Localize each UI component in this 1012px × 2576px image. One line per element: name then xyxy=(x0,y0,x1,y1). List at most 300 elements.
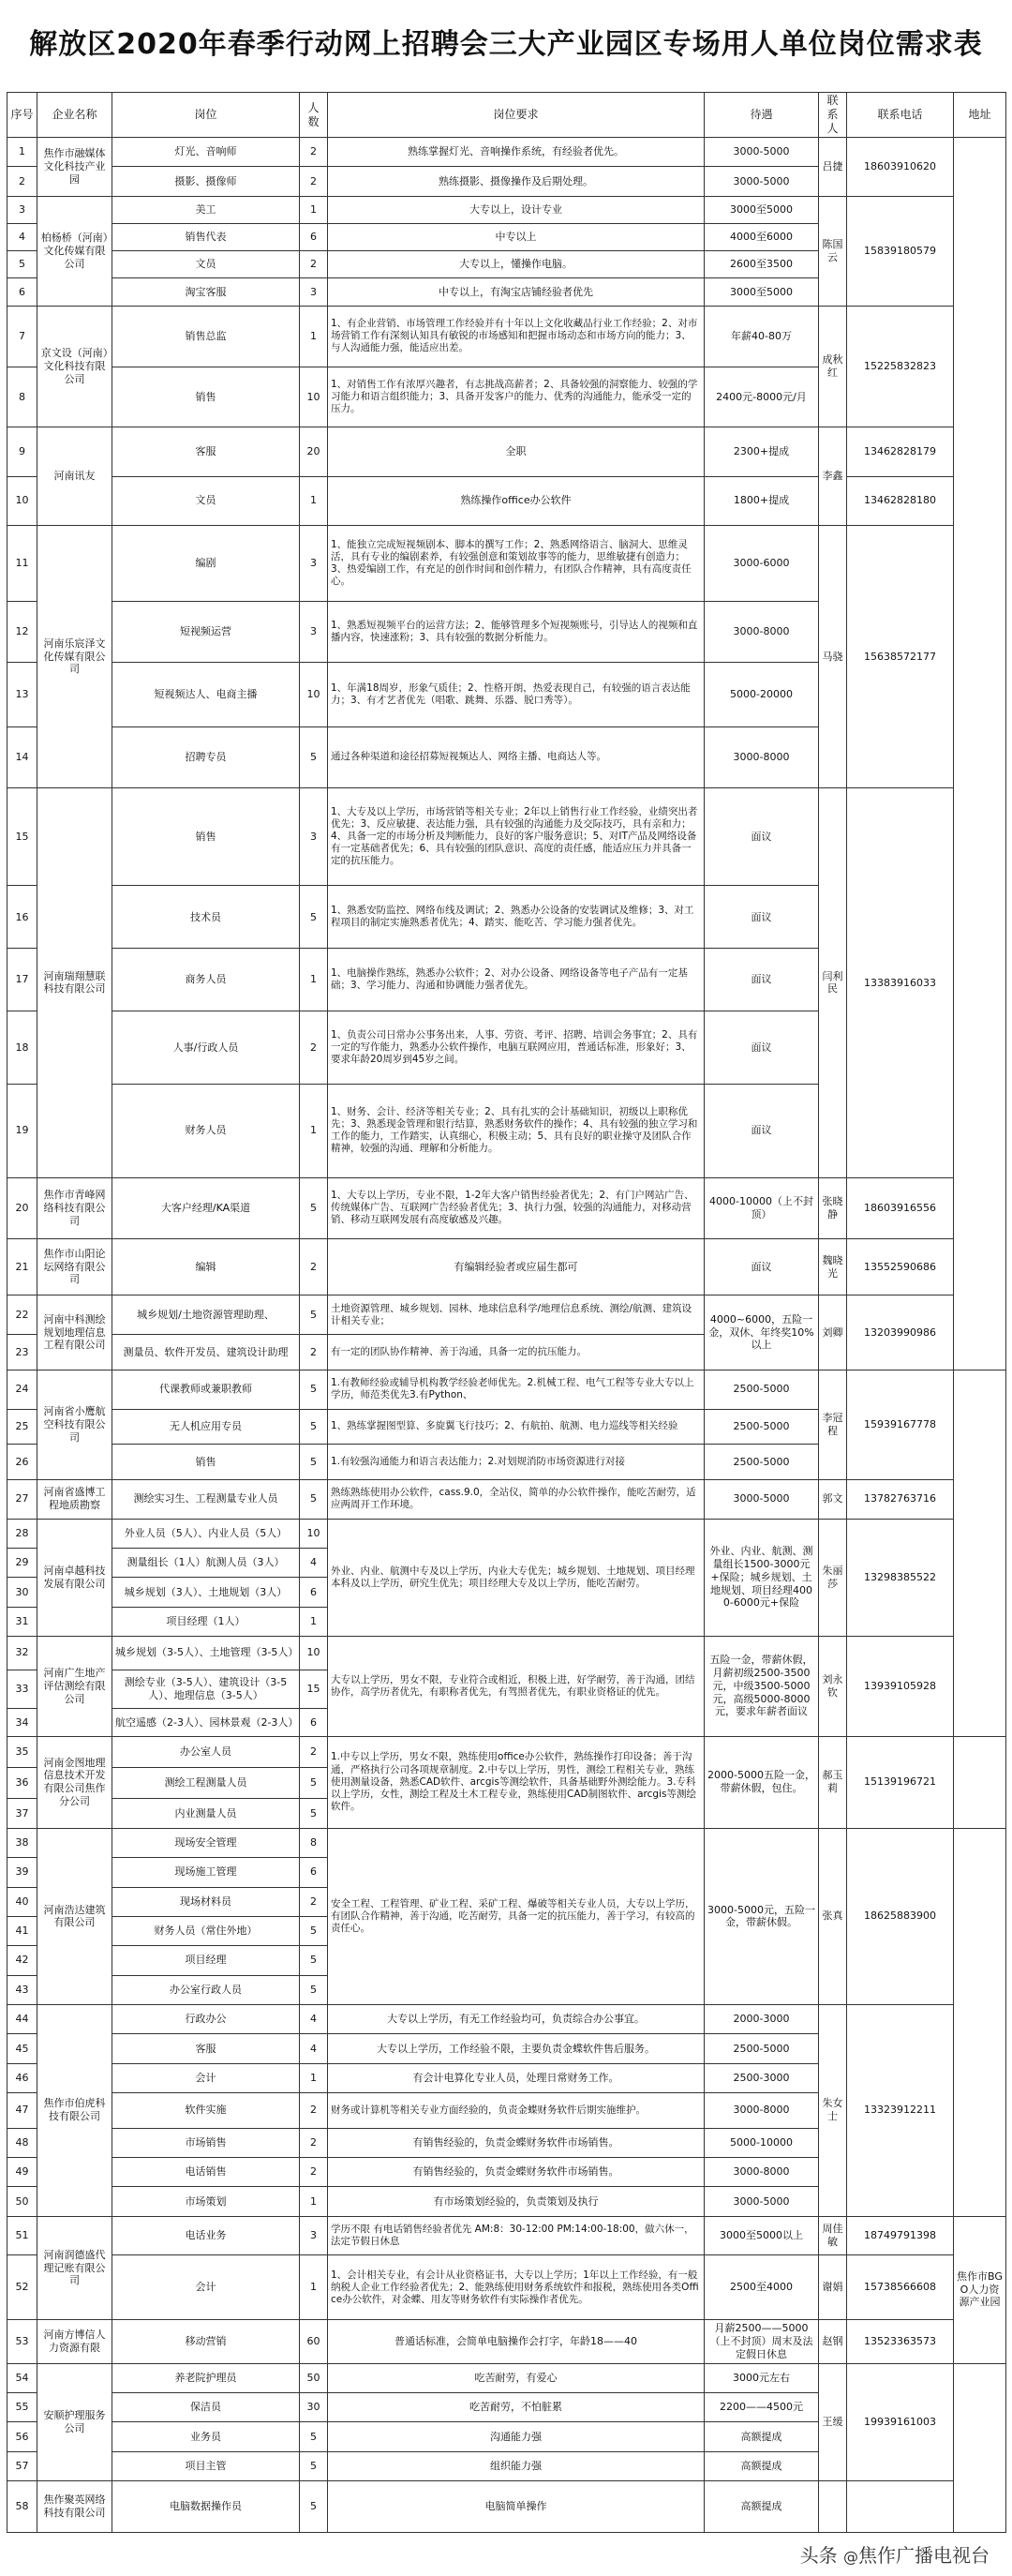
cell-contact: 魏晓光 xyxy=(819,1238,847,1295)
cell-count: 5 xyxy=(300,1177,328,1238)
cell-salary: 3000-5000 xyxy=(705,1479,819,1519)
cell-position: 外业人员（5人）、内业人员（5人） xyxy=(112,1519,300,1548)
cell-phone: 15939167778 xyxy=(847,1370,954,1479)
cell-no: 11 xyxy=(7,525,37,602)
cell-req: 1.有较强沟通能力和语言表达能力；2.对划规消防市场资源进行对接 xyxy=(328,1445,705,1480)
cell-req: 有销售经验的，负责金蝶财务软件市场销售。 xyxy=(328,2128,705,2157)
cell-salary: 4000~6000，五险一金，双休、年终奖10%以上 xyxy=(705,1295,819,1370)
cell-count: 5 xyxy=(300,1409,328,1445)
table-row xyxy=(7,1519,1006,1548)
cell-contact: 朱丽莎 xyxy=(819,1519,847,1636)
cell-no: 4 xyxy=(7,223,37,250)
cell-phone: 18603910620 xyxy=(847,138,954,197)
cell-salary: 高额提成 xyxy=(705,2422,819,2451)
cell-position: 办公室行政人员 xyxy=(112,1975,300,2004)
cell-salary: 3000-8000 xyxy=(705,2092,819,2128)
cell-position: 无人机应用专员 xyxy=(112,1409,300,1445)
cell-contact: 刘卿 xyxy=(819,1295,847,1370)
cell-salary: 面议 xyxy=(705,787,819,886)
cell-salary: 2500-5000 xyxy=(705,2034,819,2063)
cell-company: 焦作市融媒体文化科技产业园 xyxy=(37,138,112,197)
cell-req: 沟通能力强 xyxy=(328,2422,705,2451)
cell-salary: 3000元左右 xyxy=(705,2363,819,2392)
cell-count: 6 xyxy=(300,223,328,250)
cell-position: 航空遥感（2-3人）、园林景观（2-3人） xyxy=(112,1709,300,1736)
cell-count: 5 xyxy=(300,1295,328,1335)
cell-position: 测绘实习生、工程测量专业人员 xyxy=(112,1479,300,1519)
cell-contact: 李冠程 xyxy=(819,1370,847,1479)
watermark-at: @ xyxy=(843,2548,858,2566)
cell-no: 13 xyxy=(7,663,37,727)
cell-phone: 13462828179 xyxy=(847,427,954,476)
cell-contact: 赵钢 xyxy=(819,2320,847,2363)
cell-req: 1、负责公司日常办公事务出来，人事、劳资、考评、招聘、培训会务事宜；2、具有一定的写作能力，熟悉办公软件操作，电脑互联网应用，普通话标准，形象好；3、要求年龄20周岁到45岁之间。 xyxy=(328,1011,705,1084)
cell-count: 8 xyxy=(300,1828,328,1857)
cell-no: 52 xyxy=(7,2255,37,2320)
cell-position: 电话业务 xyxy=(112,2216,300,2255)
cell-count: 1 xyxy=(300,1084,328,1177)
cell-no: 25 xyxy=(7,1409,37,1445)
cell-salary: 2300+提成 xyxy=(705,427,819,476)
cell-req: 1、大专以上学历，专业不限，1-2年大客户销售经验者优先；2、有门户网站广告、传统媒体广告、互联网广告经验者优先；3、执行力强，较强的沟通能力，对移动营销、移动互联网发展有高度敏感及兴趣。 xyxy=(328,1177,705,1238)
cell-company: 河南金图地理信息技术开发有限公司焦作分公司 xyxy=(37,1736,112,1828)
cell-position: 财务人员（常住外地） xyxy=(112,1916,300,1945)
cell-no: 3 xyxy=(7,196,37,223)
cell-salary: 3000-5000 xyxy=(705,2187,819,2216)
cell-company: 河南卓越科技发展有限公司 xyxy=(37,1519,112,1636)
cell-req: 1.有教师经验或辅导机构教学经验老师优先。2.机械工程、电气工程等专业大专以上学历，师范类优先3.有Python、 xyxy=(328,1370,705,1409)
cell-contact: 张真 xyxy=(819,1828,847,2004)
cell-no: 30 xyxy=(7,1578,37,1607)
cell-count: 1 xyxy=(300,476,328,525)
cell-count: 3 xyxy=(300,602,328,663)
cell-count: 5 xyxy=(300,1799,328,1828)
cell-no: 54 xyxy=(7,2363,37,2392)
cell-position: 城乡规划（3人）、土地规划（3人） xyxy=(112,1578,300,1607)
cell-salary: 2500-3000 xyxy=(705,2063,819,2092)
cell-company: 河南浩达建筑有限公司 xyxy=(37,1828,112,2004)
watermark xyxy=(800,2540,990,2568)
cell-count: 1 xyxy=(300,2187,328,2216)
cell-company: 河南讯友 xyxy=(37,427,112,526)
cell-no: 51 xyxy=(7,2216,37,2255)
cell-count: 10 xyxy=(300,1637,328,1670)
cell-salary: 3000至5000 xyxy=(705,196,819,223)
cell-count: 3 xyxy=(300,525,328,602)
cell-position: 电脑数据操作员 xyxy=(112,2480,300,2532)
cell-salary: 3000至5000 xyxy=(705,278,819,306)
cell-count: 10 xyxy=(300,1519,328,1548)
cell-addr: 焦作市BGO人力资源产业园 xyxy=(954,2216,1006,2363)
cell-no: 40 xyxy=(7,1887,37,1916)
cell-position: 保洁员 xyxy=(112,2392,300,2421)
cell-count: 2 xyxy=(300,2092,328,2128)
cell-position: 测绘工程测量人员 xyxy=(112,1768,300,1799)
cell-no: 48 xyxy=(7,2128,37,2157)
cell-position: 测量组长（1人）航测人员（3人） xyxy=(112,1548,300,1577)
cell-position: 市场策划 xyxy=(112,2187,300,2216)
cell-position: 测量员、软件开发员、建筑设计助理 xyxy=(112,1335,300,1370)
cell-count: 10 xyxy=(300,663,328,727)
cell-salary: 4000-10000（上不封顶） xyxy=(705,1177,819,1238)
table-row xyxy=(7,1370,1006,1409)
cell-salary: 外业、内业、航测、测量组长1500-3000元+保险；城乡规划、土地规划、项目经理4000-6000元+保险 xyxy=(705,1519,819,1636)
cell-position: 移动营销 xyxy=(112,2320,300,2363)
cell-company: 柏杨桥（河南）文化传媒有限公司 xyxy=(37,196,112,306)
cell-contact: 朱女士 xyxy=(819,2004,847,2216)
cell-addr xyxy=(954,1370,1006,1736)
cell-contact: 吕捷 xyxy=(819,138,847,197)
cell-req: 大专以上，设计专业 xyxy=(328,196,705,223)
table-row xyxy=(7,1238,1006,1295)
cell-count: 20 xyxy=(300,427,328,476)
cell-count: 6 xyxy=(300,1709,328,1736)
cell-salary: 2500-5000 xyxy=(705,1370,819,1409)
cell-no: 29 xyxy=(7,1548,37,1577)
cell-position: 业务员 xyxy=(112,2422,300,2451)
cell-no: 19 xyxy=(7,1084,37,1177)
watermark-name: 焦作广播电视台 xyxy=(858,2544,990,2567)
cell-no: 35 xyxy=(7,1736,37,1767)
cell-no: 34 xyxy=(7,1709,37,1736)
cell-position: 软件实施 xyxy=(112,2092,300,2128)
cell-no: 43 xyxy=(7,1975,37,2004)
cell-req: 1、大专及以上学历，市场营销等相关专业；2年以上销售行业工作经验，业绩突出者优先；3、反应敏捷、表达能力强，具有较强的沟通能力及交际技巧，具有亲和力；4、具备一定的市场分析及判断能力，良好的客户服务意识；5、对IT产品及网络设备有一定基础者优先；6、具有较强的团队意识、高度的责任感，能适应压力并具备一定的抗压能力。 xyxy=(328,787,705,886)
cell-position: 行政办公 xyxy=(112,2004,300,2033)
cell-contact: 马骁 xyxy=(819,525,847,787)
cell-no: 27 xyxy=(7,1479,37,1519)
cell-req: 1、会计相关专业，有会计从业资格证书，大专以上学历；1年以上工作经验，有一般纳税人企业工作经验者优先；2、能熟练使用财务系统软件和报税，熟练使用各类Office办公软件，对金蝶、用友等财务软件有实际操作者优先。 xyxy=(328,2255,705,2320)
cell-no: 15 xyxy=(7,787,37,886)
cell-req: 熟练熟练使用办公软件，cass.9.0，全站仪，简单的办公软件操作，能吃苦耐劳，适应两周开工作环境。 xyxy=(328,1479,705,1519)
col-header-company: 企业名称 xyxy=(37,93,112,138)
cell-no: 33 xyxy=(7,1670,37,1709)
cell-req: 大专以上学历，有无工作经验均可，负责综合办公事宜。 xyxy=(328,2004,705,2033)
cell-company: 焦作市青峰网络科技有限公司 xyxy=(37,1177,112,1238)
cell-no: 8 xyxy=(7,367,37,427)
cell-phone: 18603916556 xyxy=(847,1177,954,1238)
cell-salary: 2500-5000 xyxy=(705,1409,819,1445)
cell-position: 摄影、摄像师 xyxy=(112,167,300,196)
cell-req: 全职 xyxy=(328,427,705,476)
cell-contact: 刘永钦 xyxy=(819,1637,847,1737)
table-row xyxy=(7,2320,1006,2363)
cell-phone: 13523363573 xyxy=(847,2320,954,2363)
cell-position: 城乡规划/土地资源管理助理、 xyxy=(112,1295,300,1335)
cell-company: 河南润德盛代理记账有限公司 xyxy=(37,2216,112,2320)
cell-req: 熟练掌握灯光、音响操作系统，有经验者优先。 xyxy=(328,138,705,167)
cell-count: 2 xyxy=(300,2128,328,2157)
cell-count: 4 xyxy=(300,1548,328,1577)
cell-req: 1、熟悉短视频平台的运营方法；2、能够管理多个短视频账号，引导达人的视频和直播内容，快速涨粉；3、具有较强的数据分析能力。 xyxy=(328,602,705,663)
cell-no: 28 xyxy=(7,1519,37,1548)
cell-contact xyxy=(819,2480,847,2532)
cell-contact: 成秋红 xyxy=(819,306,847,427)
cell-company: 焦作市山阳论坛网络有限公司 xyxy=(37,1238,112,1295)
cell-position: 淘宝客服 xyxy=(112,278,300,306)
cell-no: 37 xyxy=(7,1799,37,1828)
cell-position: 销售代表 xyxy=(112,223,300,250)
cell-salary: 月薪2500——5000（上不封顶）周末及法定假日休息 xyxy=(705,2320,819,2363)
col-header-req: 岗位要求 xyxy=(328,93,705,138)
cell-no: 22 xyxy=(7,1295,37,1335)
cell-salary: 3000-5000元，五险一金，带薪休假。 xyxy=(705,1828,819,2004)
cell-position: 现场材料员 xyxy=(112,1887,300,1916)
cell-req: 通过各种渠道和途径招募短视频达人、网络主播、电商达人等。 xyxy=(328,727,705,788)
cell-req: 土地资源管理、城乡规划、园林、地球信息科学/地理信息系统、测绘/航测、建筑设计相关专业； xyxy=(328,1295,705,1335)
cell-no: 58 xyxy=(7,2480,37,2532)
cell-company: 河南瑞翔慧联科技有限公司 xyxy=(37,787,112,1177)
col-header-salary: 待遇 xyxy=(705,93,819,138)
cell-no: 7 xyxy=(7,306,37,367)
cell-salary: 面议 xyxy=(705,1084,819,1177)
cell-req: 熟练摄影、摄像操作及后期处理。 xyxy=(328,167,705,196)
cell-salary: 3000-6000 xyxy=(705,525,819,602)
table-row xyxy=(7,1828,1006,1857)
cell-req: 1、熟练掌握图型算、多旋翼飞行技巧；2、有航拍、航测、电力巡线等相关经验 xyxy=(328,1409,705,1445)
table-row xyxy=(7,306,1006,367)
cell-position: 短视频运营 xyxy=(112,602,300,663)
cell-count: 2 xyxy=(300,1736,328,1767)
cell-count: 4 xyxy=(300,2034,328,2063)
cell-count: 5 xyxy=(300,1445,328,1480)
cell-no: 23 xyxy=(7,1335,37,1370)
table-row xyxy=(7,2004,1006,2033)
cell-addr xyxy=(954,138,1006,1370)
cell-position: 短视频达人、电商主播 xyxy=(112,663,300,727)
cell-company: 京文设（河南）文化科技有限公司 xyxy=(37,306,112,427)
cell-count: 1 xyxy=(300,2255,328,2320)
cell-count: 60 xyxy=(300,2320,328,2363)
cell-position: 电话销售 xyxy=(112,2157,300,2186)
cell-salary: 高额提成 xyxy=(705,2480,819,2532)
cell-count: 1 xyxy=(300,949,328,1011)
cell-count: 5 xyxy=(300,1768,328,1799)
cell-position: 养老院护理员 xyxy=(112,2363,300,2392)
cell-req: 有会计电算化专业人员，处理日常财务工作。 xyxy=(328,2063,705,2092)
cell-count: 2 xyxy=(300,1011,328,1084)
cell-req: 电脑简单操作 xyxy=(328,2480,705,2532)
table-row xyxy=(7,1295,1006,1335)
cell-req: 有市场策划经验的，负责策划及执行 xyxy=(328,2187,705,2216)
cell-req: 1、有企业营销、市场管理工作经验并有十年以上文化收藏品行业工作经验；2、对市场营销工作有深刻认知具有敏锐的市场感知和把握市场动态和市场方向的能力；3、与人沟通能力强，能适应出差。 xyxy=(328,306,705,367)
cell-no: 5 xyxy=(7,251,37,278)
cell-no: 38 xyxy=(7,1828,37,1857)
col-header-position: 岗位 xyxy=(112,93,300,138)
table-row xyxy=(7,1177,1006,1238)
cell-position: 招聘专员 xyxy=(112,727,300,788)
cell-company: 河南中科测绘规划地理信息工程有限公司 xyxy=(37,1295,112,1370)
cell-no: 42 xyxy=(7,1946,37,1975)
cell-position: 项目经理 xyxy=(112,1946,300,1975)
table-row xyxy=(7,2363,1006,2392)
cell-contact: 郝玉莉 xyxy=(819,1736,847,1828)
cell-count: 5 xyxy=(300,2451,328,2480)
cell-req: 1、对销售工作有浓厚兴趣者，有志挑战高薪者；2、具备较强的洞察能力、较强的学习能力和语言组织能力；3、具备开发客户的能力、优秀的沟通能力，能承受一定的压力。 xyxy=(328,367,705,427)
cell-salary: 面议 xyxy=(705,1238,819,1295)
cell-count: 1 xyxy=(300,306,328,367)
table-row xyxy=(7,1736,1006,1767)
cell-count: 2 xyxy=(300,251,328,278)
cell-position: 销售 xyxy=(112,367,300,427)
cell-no: 1 xyxy=(7,138,37,167)
cell-req: 1、熟悉安防监控、网络布线及调试；2、熟悉办公设备的安装调试及维修；3、对工程项目的制定实施熟悉者优先；4、踏实、能吃苦、学习能力强者优先。 xyxy=(328,886,705,949)
cell-phone: 18625883900 xyxy=(847,1828,954,2004)
cell-salary: 2400元-8000元/月 xyxy=(705,367,819,427)
cell-count: 1 xyxy=(300,2063,328,2092)
cell-addr xyxy=(954,1828,1006,2216)
cell-count: 5 xyxy=(300,1916,328,1945)
cell-salary: 3000-8000 xyxy=(705,727,819,788)
cell-req: 吃苦耐劳，不怕脏累 xyxy=(328,2392,705,2421)
cell-salary: 2200——4500元 xyxy=(705,2392,819,2421)
col-header-contact: 联系人 xyxy=(819,93,847,138)
cell-count: 5 xyxy=(300,1370,328,1409)
cell-count: 1 xyxy=(300,1607,328,1636)
cell-count: 3 xyxy=(300,787,328,886)
cell-phone: 18749791398 xyxy=(847,2216,954,2255)
cell-req: 有销售经验的，负责金蝶财务软件市场销售。 xyxy=(328,2157,705,2186)
cell-req: 大专以上学历，工作经验不限，主要负责金蝶软件售后服务。 xyxy=(328,2034,705,2063)
cell-contact: 陈国云 xyxy=(819,196,847,306)
cell-req: 大专以上，懂操作电脑。 xyxy=(328,251,705,278)
cell-company: 河南省盛博工程地质勘察 xyxy=(37,1479,112,1519)
cell-position: 代课教师或兼职教师 xyxy=(112,1370,300,1409)
cell-company: 焦作市伯虎科技有限公司 xyxy=(37,2004,112,2216)
cell-phone: 15738566608 xyxy=(847,2255,954,2320)
table-row xyxy=(7,196,1006,223)
page-title: 解放区2020年春季行动网上招聘会三大产业园区专场用人单位岗位需求表 xyxy=(29,28,983,61)
cell-count: 2 xyxy=(300,1238,328,1295)
cell-count: 4 xyxy=(300,2004,328,2033)
table-row xyxy=(7,787,1006,886)
cell-count: 1 xyxy=(300,196,328,223)
cell-phone: 13298385522 xyxy=(847,1519,954,1636)
cell-no: 57 xyxy=(7,2451,37,2480)
cell-position: 文员 xyxy=(112,251,300,278)
cell-no: 2 xyxy=(7,167,37,196)
cell-req: 1、电脑操作熟练，熟悉办公软件；2、对办公设备、网络设备等电子产品有一定基础；3、学习能力、沟通和协调能力强者优先。 xyxy=(328,949,705,1011)
cell-company: 安顺护理服务公司 xyxy=(37,2363,112,2480)
watermark-prefix: 头条 xyxy=(799,2544,838,2567)
cell-count: 2 xyxy=(300,2157,328,2186)
cell-req: 普通话标准，会简单电脑操作会打字，年龄18——40 xyxy=(328,2320,705,2363)
cell-position: 市场销售 xyxy=(112,2128,300,2157)
cell-count: 5 xyxy=(300,2422,328,2451)
cell-salary: 面议 xyxy=(705,949,819,1011)
job-table xyxy=(7,92,1006,2533)
cell-position: 客服 xyxy=(112,2034,300,2063)
cell-phone: 13383916033 xyxy=(847,787,954,1177)
cell-req: 吃苦耐劳，有爱心 xyxy=(328,2363,705,2392)
cell-position: 销售总监 xyxy=(112,306,300,367)
cell-position: 客服 xyxy=(112,427,300,476)
cell-salary: 3000-8000 xyxy=(705,2157,819,2186)
cell-salary: 3000-5000 xyxy=(705,138,819,167)
cell-contact: 周佳敏 xyxy=(819,2216,847,2255)
cell-count: 6 xyxy=(300,1578,328,1607)
cell-salary: 5000-10000 xyxy=(705,2128,819,2157)
col-header-phone: 联系电话 xyxy=(847,93,954,138)
cell-phone: 13782763716 xyxy=(847,1479,954,1519)
cell-company: 河南广生地产评估测绘有限公司 xyxy=(37,1637,112,1737)
cell-no: 14 xyxy=(7,727,37,788)
cell-no: 16 xyxy=(7,886,37,949)
cell-req: 1、财务、会计、经济等相关专业；2、具有扎实的会计基础知识，初级以上职称优先；3、熟悉现金管理和银行结算，熟悉财务软件的操作；4、具有较强的独立学习和工作的能力，工作踏实，认真细心，积极主动；5、具有良好的职业操守及团队合作精神，较强的沟通、理解和分析能力。 xyxy=(328,1084,705,1177)
cell-count: 5 xyxy=(300,2480,328,2532)
cell-contact: 李鑫 xyxy=(819,427,847,526)
cell-no: 6 xyxy=(7,278,37,306)
cell-position: 现场施工管理 xyxy=(112,1858,300,1887)
table-row xyxy=(7,2255,1006,2320)
cell-no: 10 xyxy=(7,476,37,525)
cell-position: 灯光、音响师 xyxy=(112,138,300,167)
cell-no: 17 xyxy=(7,949,37,1011)
cell-req: 1.中专以上学历，男女不限，熟练使用office办公软件，熟练操作打印设备；善于沟通，严格执行公司各项规章制度。2.中专以上学历，男性，测绘工程相关专业，熟练使用测量设备，熟悉CAD软件、arcgis等测绘软件，具备基础野外测绘能力。3.专科以上学历，女性，测绘工程及土木工程专业，熟练使用CAD制图软件、arcgis等测绘软件。 xyxy=(328,1736,705,1828)
col-header-no: 序号 xyxy=(7,93,37,138)
cell-contact: 郭文 xyxy=(819,1479,847,1519)
cell-contact: 闫利民 xyxy=(819,787,847,1177)
cell-count: 50 xyxy=(300,2363,328,2392)
cell-no: 32 xyxy=(7,1637,37,1670)
cell-req: 大专以上学历，男女不限，专业符合或相近，积极上进，好学耐劳，善于沟通，团结协作，高学历者优先，有职称者优先，有驾照者优先，有职业资格证的优先。 xyxy=(328,1637,705,1737)
cell-count: 10 xyxy=(300,367,328,427)
cell-no: 49 xyxy=(7,2157,37,2186)
cell-contact: 谢娟 xyxy=(819,2255,847,2320)
cell-no: 55 xyxy=(7,2392,37,2421)
cell-req: 有编辑经验者或应届生都可 xyxy=(328,1238,705,1295)
cell-req: 1、年满18周岁，形象气质佳；2、性格开朗，热爱表现自己，有较强的语言表达能力；3、有才艺者优先（唱歌、跳舞、乐器、脱口秀等）。 xyxy=(328,663,705,727)
cell-position: 销售 xyxy=(112,787,300,886)
cell-count: 5 xyxy=(300,1479,328,1519)
cell-no: 53 xyxy=(7,2320,37,2363)
cell-no: 24 xyxy=(7,1370,37,1409)
cell-req: 熟练操作office办公软件 xyxy=(328,476,705,525)
cell-no: 44 xyxy=(7,2004,37,2033)
cell-req: 安全工程、工程管理、矿业工程、采矿工程、爆破等相关专业人员，大专以上学历，有团队合作精神，善于沟通，吃苦耐劳，具备一定的抗压能力，善于学习，有较高的责任心。 xyxy=(328,1828,705,2004)
cell-position: 编剧 xyxy=(112,525,300,602)
table-row xyxy=(7,476,1006,525)
cell-position: 项目主管 xyxy=(112,2451,300,2480)
cell-req: 中专以上 xyxy=(328,223,705,250)
cell-count: 5 xyxy=(300,886,328,949)
cell-no: 26 xyxy=(7,1445,37,1480)
cell-position: 技术员 xyxy=(112,886,300,949)
cell-req: 组织能力强 xyxy=(328,2451,705,2480)
cell-position: 会计 xyxy=(112,2063,300,2092)
cell-count: 5 xyxy=(300,1975,328,2004)
table-header-row xyxy=(7,93,1006,138)
cell-no: 36 xyxy=(7,1768,37,1799)
cell-req: 有一定的团队协作精神、善于沟通，具备一定的抗压能力。 xyxy=(328,1335,705,1370)
cell-count: 30 xyxy=(300,2392,328,2421)
cell-company: 河南方博信人力资源有限 xyxy=(37,2320,112,2363)
table-row xyxy=(7,525,1006,602)
table-row xyxy=(7,2216,1006,2255)
cell-position: 文员 xyxy=(112,476,300,525)
col-header-addr: 地址 xyxy=(954,93,1006,138)
cell-position: 美工 xyxy=(112,196,300,223)
cell-salary: 2500至4000 xyxy=(705,2255,819,2320)
cell-position: 编辑 xyxy=(112,1238,300,1295)
table-row xyxy=(7,138,1006,167)
cell-count: 3 xyxy=(300,278,328,306)
cell-count: 2 xyxy=(300,138,328,167)
cell-phone: 13939105928 xyxy=(847,1637,954,1737)
cell-salary: 五险一金，带薪休假，月薪初级2500-3500元，中级3500-5000元，高级5000-8000元，要求年薪者面议 xyxy=(705,1637,819,1737)
cell-phone: 15839180579 xyxy=(847,196,954,306)
cell-position: 销售 xyxy=(112,1445,300,1480)
